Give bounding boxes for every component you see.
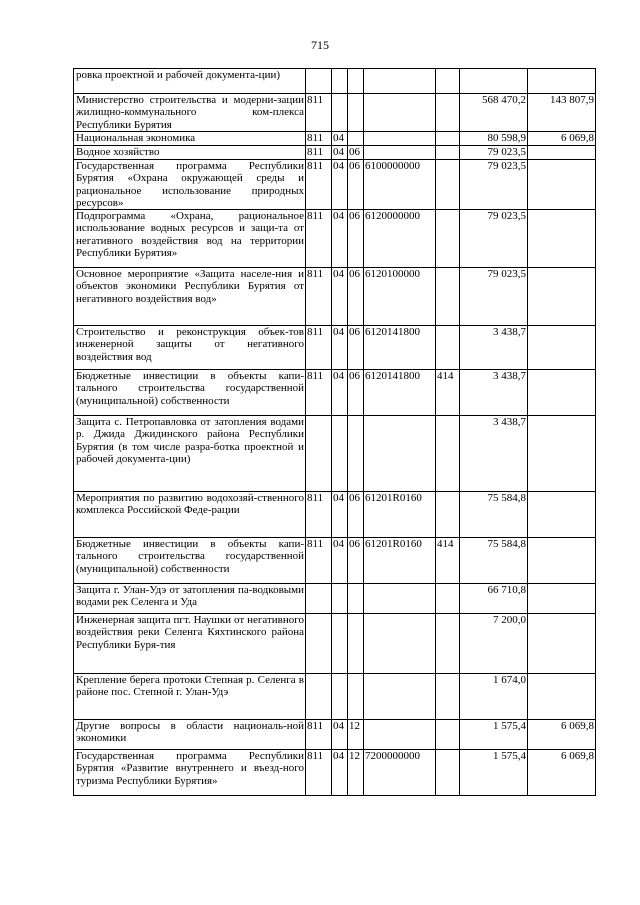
amount-1-cell: 1 575,4 bbox=[460, 720, 528, 750]
amount-2-cell bbox=[528, 210, 596, 268]
section-code-cell: 04 bbox=[332, 492, 348, 538]
dept-code-cell: 811 bbox=[306, 132, 332, 146]
amount-2-cell bbox=[528, 370, 596, 416]
expense-type-cell bbox=[436, 94, 460, 132]
expense-type-cell bbox=[436, 326, 460, 370]
amount-2-cell: 6 069,8 bbox=[528, 750, 596, 796]
dept-code-cell: 811 bbox=[306, 146, 332, 160]
subsection-code-cell bbox=[348, 94, 364, 132]
amount-2-cell: 6 069,8 bbox=[528, 720, 596, 750]
row-name-cell: Мероприятия по развитию водохозяй-ственного комплекса Российской Феде-рации bbox=[74, 492, 306, 538]
section-code-cell bbox=[332, 614, 348, 674]
row-name-cell: Подпрограмма «Охрана, рациональное использование водных ресурсов и защи-та от негативного воздействия вод на территории Республики Бурятия» bbox=[74, 210, 306, 268]
amount-2-cell bbox=[528, 160, 596, 210]
expense-type-cell bbox=[436, 492, 460, 538]
table-row bbox=[74, 326, 596, 370]
subsection-code-cell: 06 bbox=[348, 160, 364, 210]
amount-2-cell: 143 807,9 bbox=[528, 94, 596, 132]
expense-type-cell bbox=[436, 268, 460, 326]
expense-type-cell bbox=[436, 132, 460, 146]
amount-1-cell: 1 575,4 bbox=[460, 750, 528, 796]
amount-1-cell: 75 584,8 bbox=[460, 492, 528, 538]
target-article-cell bbox=[364, 69, 436, 94]
row-name-cell: Государственная программа Республики Бурятия «Развитие внутреннего и въезд-ного туризма Республики Бурятия» bbox=[74, 750, 306, 796]
expense-type-cell bbox=[436, 614, 460, 674]
table-row bbox=[74, 132, 596, 146]
subsection-code-cell: 06 bbox=[348, 268, 364, 326]
amount-1-cell: 3 438,7 bbox=[460, 416, 528, 492]
target-article-cell bbox=[364, 132, 436, 146]
row-name-cell: Государственная программа Республики Бурятия «Охрана окружающей среды и рациональное использование природных ресурсов» bbox=[74, 160, 306, 210]
amount-1-cell: 7 200,0 bbox=[460, 614, 528, 674]
table-row bbox=[74, 94, 596, 132]
subsection-code-cell bbox=[348, 416, 364, 492]
dept-code-cell: 811 bbox=[306, 492, 332, 538]
amount-2-cell bbox=[528, 614, 596, 674]
target-article-cell: 61201R0160 bbox=[364, 538, 436, 584]
row-name-cell: Крепление берега протоки Степная р. Селенга в районе пос. Степной г. Улан-Удэ bbox=[74, 674, 306, 720]
target-article-cell bbox=[364, 584, 436, 614]
row-name-cell: ровка проектной и рабочей документа-ции) bbox=[74, 69, 306, 94]
section-code-cell bbox=[332, 584, 348, 614]
row-name-cell: Министерство строительства и модерни-зации жилищно-коммунального ком-плекса Республики Бурятия bbox=[74, 94, 306, 132]
amount-2-cell bbox=[528, 146, 596, 160]
expense-type-cell bbox=[436, 674, 460, 720]
table-row bbox=[74, 160, 596, 210]
row-name-cell: Основное мероприятие «Защита населе-ния и объектов экономики Республики Бурятия от негативного воздействия вод» bbox=[74, 268, 306, 326]
amount-1-cell bbox=[460, 69, 528, 94]
amount-1-cell: 80 598,9 bbox=[460, 132, 528, 146]
amount-2-cell bbox=[528, 326, 596, 370]
section-code-cell: 04 bbox=[332, 370, 348, 416]
amount-1-cell: 79 023,5 bbox=[460, 146, 528, 160]
dept-code-cell: 811 bbox=[306, 94, 332, 132]
section-code-cell: 04 bbox=[332, 268, 348, 326]
dept-code-cell: 811 bbox=[306, 268, 332, 326]
subsection-code-cell: 06 bbox=[348, 538, 364, 584]
row-name-cell: Бюджетные инвестиции в объекты капи-тального строительства государственной (муниципальной) собственности bbox=[74, 370, 306, 416]
amount-1-cell: 3 438,7 bbox=[460, 370, 528, 416]
target-article-cell bbox=[364, 614, 436, 674]
row-name-cell: Другие вопросы в области националь-ной экономики bbox=[74, 720, 306, 750]
section-code-cell: 04 bbox=[332, 210, 348, 268]
section-code-cell bbox=[332, 674, 348, 720]
target-article-cell bbox=[364, 674, 436, 720]
subsection-code-cell bbox=[348, 614, 364, 674]
subsection-code-cell: 06 bbox=[348, 370, 364, 416]
target-article-cell bbox=[364, 94, 436, 132]
row-name-cell: Национальная экономика bbox=[74, 132, 306, 146]
expense-type-cell bbox=[436, 69, 460, 94]
section-code-cell: 04 bbox=[332, 326, 348, 370]
amount-2-cell bbox=[528, 268, 596, 326]
target-article-cell bbox=[364, 146, 436, 160]
expense-type-cell: 414 bbox=[436, 538, 460, 584]
amount-2-cell bbox=[528, 492, 596, 538]
row-name-cell: Строительство и реконструкция объек-тов инженерной защиты от негативного воздействия вод bbox=[74, 326, 306, 370]
target-article-cell: 6120141800 bbox=[364, 326, 436, 370]
expense-type-cell bbox=[436, 416, 460, 492]
subsection-code-cell bbox=[348, 674, 364, 720]
subsection-code-cell bbox=[348, 69, 364, 94]
subsection-code-cell: 06 bbox=[348, 210, 364, 268]
table-row bbox=[74, 416, 596, 492]
subsection-code-cell: 12 bbox=[348, 720, 364, 750]
row-name-cell: Защита с. Петропавловка от затопления водами р. Джида Джидинского района Республики Бурятия (в том числе разра-ботка проектной и рабочей документа-ции) bbox=[74, 416, 306, 492]
dept-code-cell bbox=[306, 614, 332, 674]
row-name-cell: Инженерная защита пгт. Наушки от негативного воздействия реки Селенга Кяхтинского района Республики Буря-тия bbox=[74, 614, 306, 674]
page-number: 715 bbox=[311, 38, 329, 52]
dept-code-cell: 811 bbox=[306, 538, 332, 584]
table-row bbox=[74, 614, 596, 674]
section-code-cell: 04 bbox=[332, 538, 348, 584]
dept-code-cell bbox=[306, 584, 332, 614]
expense-type-cell: 414 bbox=[436, 370, 460, 416]
section-code-cell bbox=[332, 69, 348, 94]
section-code-cell bbox=[332, 416, 348, 492]
dept-code-cell bbox=[306, 69, 332, 94]
section-code-cell: 04 bbox=[332, 132, 348, 146]
dept-code-cell: 811 bbox=[306, 750, 332, 796]
table-row bbox=[74, 146, 596, 160]
amount-1-cell: 66 710,8 bbox=[460, 584, 528, 614]
dept-code-cell bbox=[306, 416, 332, 492]
amount-2-cell bbox=[528, 674, 596, 720]
table-row bbox=[74, 584, 596, 614]
section-code-cell bbox=[332, 94, 348, 132]
section-code-cell: 04 bbox=[332, 720, 348, 750]
dept-code-cell bbox=[306, 674, 332, 720]
amount-1-cell: 79 023,5 bbox=[460, 268, 528, 326]
expense-type-cell bbox=[436, 750, 460, 796]
amount-1-cell: 1 674,0 bbox=[460, 674, 528, 720]
section-code-cell: 04 bbox=[332, 146, 348, 160]
table-body bbox=[74, 69, 596, 796]
row-name-cell: Бюджетные инвестиции в объекты капи-тального строительства государственной (муниципальной) собственности bbox=[74, 538, 306, 584]
subsection-code-cell: 06 bbox=[348, 146, 364, 160]
subsection-code-cell bbox=[348, 584, 364, 614]
target-article-cell: 7200000000 bbox=[364, 750, 436, 796]
amount-2-cell bbox=[528, 538, 596, 584]
table-row bbox=[74, 720, 596, 750]
subsection-code-cell: 06 bbox=[348, 492, 364, 538]
target-article-cell: 6120100000 bbox=[364, 268, 436, 326]
amount-1-cell: 79 023,5 bbox=[460, 160, 528, 210]
table-row bbox=[74, 674, 596, 720]
section-code-cell: 04 bbox=[332, 160, 348, 210]
target-article-cell: 6100000000 bbox=[364, 160, 436, 210]
target-article-cell: 6120000000 bbox=[364, 210, 436, 268]
amount-2-cell bbox=[528, 416, 596, 492]
dept-code-cell: 811 bbox=[306, 160, 332, 210]
expense-type-cell bbox=[436, 146, 460, 160]
target-article-cell: 61201R0160 bbox=[364, 492, 436, 538]
amount-2-cell bbox=[528, 69, 596, 94]
expense-type-cell bbox=[436, 584, 460, 614]
expense-type-cell bbox=[436, 160, 460, 210]
budget-table bbox=[73, 68, 596, 796]
amount-1-cell: 75 584,8 bbox=[460, 538, 528, 584]
dept-code-cell: 811 bbox=[306, 326, 332, 370]
amount-2-cell: 6 069,8 bbox=[528, 132, 596, 146]
section-code-cell: 04 bbox=[332, 750, 348, 796]
target-article-cell bbox=[364, 720, 436, 750]
expense-type-cell bbox=[436, 720, 460, 750]
table-row bbox=[74, 750, 596, 796]
table-row bbox=[74, 210, 596, 268]
dept-code-cell: 811 bbox=[306, 370, 332, 416]
target-article-cell: 6120141800 bbox=[364, 370, 436, 416]
target-article-cell bbox=[364, 416, 436, 492]
amount-2-cell bbox=[528, 584, 596, 614]
dept-code-cell: 811 bbox=[306, 210, 332, 268]
row-name-cell: Защита г. Улан-Удэ от затопления па-водковыми водами рек Селенга и Уда bbox=[74, 584, 306, 614]
table-row bbox=[74, 268, 596, 326]
subsection-code-cell: 06 bbox=[348, 326, 364, 370]
subsection-code-cell bbox=[348, 132, 364, 146]
amount-1-cell: 3 438,7 bbox=[460, 326, 528, 370]
table-row bbox=[74, 370, 596, 416]
amount-1-cell: 568 470,2 bbox=[460, 94, 528, 132]
subsection-code-cell: 12 bbox=[348, 750, 364, 796]
dept-code-cell: 811 bbox=[306, 720, 332, 750]
row-name-cell: Водное хозяйство bbox=[74, 146, 306, 160]
table-row bbox=[74, 538, 596, 584]
amount-1-cell: 79 023,5 bbox=[460, 210, 528, 268]
table-row bbox=[74, 492, 596, 538]
table-row bbox=[74, 69, 596, 94]
expense-type-cell bbox=[436, 210, 460, 268]
